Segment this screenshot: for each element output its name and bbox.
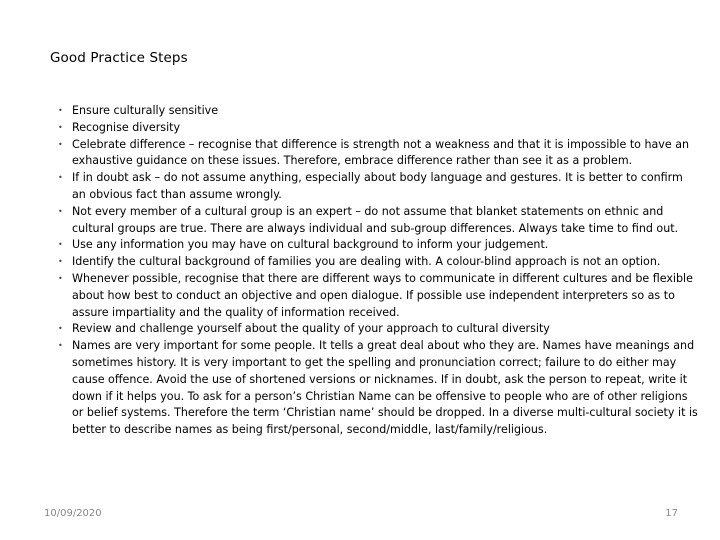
list-item: [58, 271, 698, 321]
list-item: [58, 103, 698, 120]
list-item: [58, 137, 698, 171]
bullet-icon: •: [58, 206, 63, 216]
list-item: [58, 204, 698, 238]
bullet-icon: •: [58, 106, 63, 115]
bullet-text: Use any information you may have on cultural background to inform your judgement.: [72, 238, 549, 252]
list-item: [58, 237, 698, 254]
page-number: 17: [665, 508, 678, 519]
bullet-icon: •: [58, 324, 63, 334]
bullet-text: Celebrate difference – recognise that difference is strength not a weakness and that it is impossible to have an exhaustive guidance on these issues. Therefore, embrace difference rather than see it as a problem.: [72, 137, 690, 168]
bullet-icon: •: [58, 122, 63, 132]
list-item: [58, 254, 698, 271]
bullet-icon: •: [58, 173, 63, 183]
list-item: [58, 170, 698, 204]
slide-title: Good Practice Steps: [50, 50, 188, 66]
bullet-icon: •: [58, 257, 63, 267]
bullet-icon: •: [58, 139, 63, 149]
bullet-icon: •: [58, 240, 63, 250]
bullet-text: Identify the cultural background of families you are dealing with. A colour-blind approach is not an option.: [72, 255, 661, 269]
bullet-icon: •: [58, 273, 63, 283]
footer-date: 10/09/2020: [44, 508, 102, 519]
list-item: [58, 321, 698, 338]
bullet-text: Names are very important for some people. It tells a great deal about who they are. Names have meanings and sometimes history. It is very important to get the spelling and pronunciation correct; failure to do either may cause offence. Avoid the use of shortened versions or nicknames. If in doubt, ask the person to repeat, write it down if it helps you. To ask for a person’s Christian Name can be offensive to people who are of other religions or belief systems. Therefore the term ‘Christian name’ should be dropped. In a diverse multi-cultural society it is better to describe names as being first/personal, second/middle, last/family/religious.: [72, 339, 698, 437]
bullet-text: Not every member of a cultural group is an expert – do not assume that blanket statements on ethnic and cultural groups are true. There are always individual and sub-group differences. Always take time to find out.: [72, 204, 679, 235]
list-item: [58, 338, 698, 439]
bullet-list: [58, 103, 698, 439]
bullet-text: If in doubt ask – do not assume anything, especially about body language and gestures. It is better to confirm an obvious fact than assume wrongly.: [72, 171, 683, 201]
bullet-text: Review and challenge yourself about the quality of your approach to cultural diversity: [72, 322, 550, 336]
bullet-icon: •: [58, 341, 63, 351]
bullet-text: Whenever possible, recognise that there are different ways to communicate in different cultures and be flexible about how best to conduct an objective and open dialogue. If possible use independent interpreters so as to assure impartiality and the quality of information received.: [72, 271, 693, 319]
list-item: [58, 120, 698, 137]
bullet-text: Recognise diversity: [72, 120, 181, 134]
bullet-text: Ensure culturally sensitive: [72, 104, 219, 117]
